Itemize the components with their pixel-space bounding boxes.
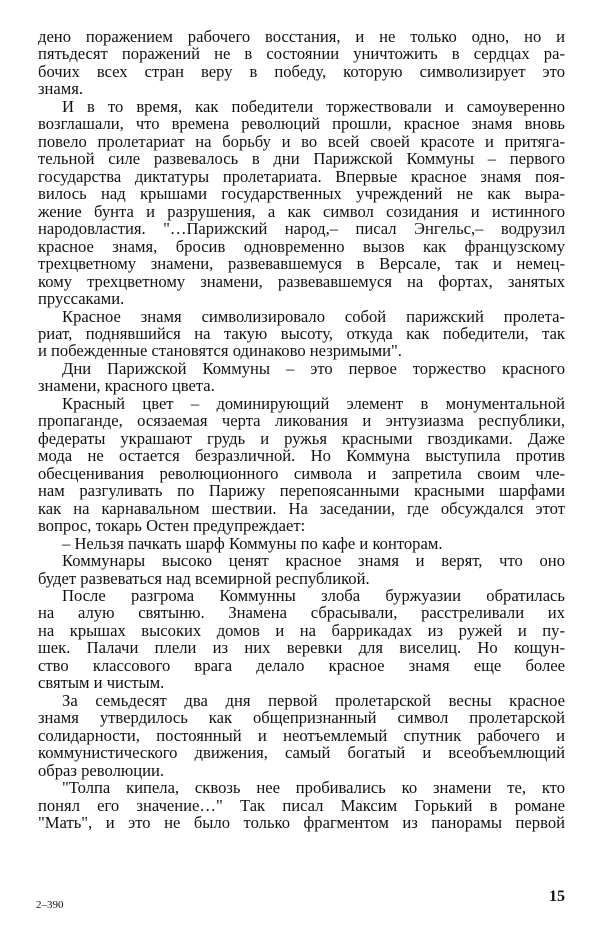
text-line: будет развеваться над всемирной республикой.	[38, 568, 370, 588]
text-line: вопрос, токарь Остен предупреждает:	[38, 516, 306, 536]
text-line: Коммунары высоко ценят красное знамя и верят, что оно	[62, 551, 565, 571]
printer-signature: 2–390	[36, 899, 64, 911]
text-line: бочих всех стран веру в победу, которую символизирует это	[38, 61, 565, 81]
text-line: нам разгуливать по Парижу перепоясанными красными шарфами	[38, 481, 565, 501]
text-line: повело пролетариат на борьбу и во всей своей красоте и притяга-	[38, 131, 565, 151]
text-line: государства диктатуры пролетариата. Впервые красное знамя поя-	[38, 166, 565, 186]
page-body-text	[38, 28, 565, 832]
text-line: вилось над крышами государственных учреждений не как выра-	[38, 184, 565, 204]
text-line: Красный цвет – доминирующий элемент в монументальной	[62, 393, 565, 413]
text-line: пруссаками.	[38, 289, 125, 309]
text-line: "Толпа кипела, сквозь нее пробивались ко знамени те, кто	[62, 778, 565, 798]
text-line: на крышах высоких домов и на баррикадах из ружей и пу-	[38, 620, 565, 640]
text-line: риат, поднявшийся на такую высоту, откуда как победители, так	[38, 323, 565, 343]
text-line: тельной силе развевалось в дни Парижской Коммуны – первого	[38, 149, 565, 169]
text-line: знамени, красного цвета.	[38, 376, 215, 396]
text-line: солидарности, постоянный и неотъемлемый спутник рабочего и	[38, 725, 565, 745]
text-line: пятьдесят поражений не в состоянии уничтожить в сердцах ра-	[38, 44, 565, 64]
text-line: жение бунта и разрушения, а как символ созидания и истинного	[38, 201, 565, 221]
text-line: Красное знамя символизировало собой парижский пролета-	[62, 306, 565, 326]
text-line: знамя.	[38, 79, 84, 99]
text-line: на алую святыню. Знамена сбрасывали, расстреливали их	[38, 603, 565, 623]
text-line: знамя утвердилось как общепризнанный символ пролетарской	[38, 708, 565, 728]
text-line: – Нельзя пачкать шарф Коммуны по кафе и конторам.	[62, 533, 443, 553]
text-line: понял его значение…" Так писал Максим Горький в романе	[38, 795, 565, 815]
text-line: пропаганде, осязаемая черта ликования и энтузиазма республики,	[38, 411, 565, 431]
text-line: как на карнавальном шествии. На заседании, где обсуждался этот	[38, 498, 565, 518]
text-line: образ революции.	[38, 760, 165, 780]
text-line: обесценивания революционного символа и запретила своим чле-	[38, 463, 565, 483]
text-line: После разгрома Коммунны злоба буржуазии обратилась	[62, 586, 565, 605]
text-line: возглашали, что времена революций прошли, красное знамя вновь	[38, 114, 565, 134]
text-line: За семьдесят два дня первой пролетарской весны красное	[62, 690, 565, 710]
text-line: шек. Палачи плели из них веревки для виселиц. Но кощун-	[38, 638, 565, 658]
text-line: и побежденные становятся одинаково незримыми".	[38, 341, 402, 361]
text-line: Дни Парижской Коммуны – это первое торжество красного	[62, 358, 565, 378]
page-number: 15	[549, 888, 565, 905]
text-line: красное знамя, бросив одновременно вызов как французскому	[38, 236, 565, 256]
text-line: кому трехцветному знамени, развевавшемуся на фортах, занятых	[38, 271, 565, 291]
text-line: "Мать", и это не было только фрагментом из панорамы первой	[38, 813, 565, 833]
text-line: святым и чистым.	[38, 673, 165, 693]
text-line: дено поражением рабочего восстания, и не только одно, но и	[38, 27, 565, 46]
text-line: ство классового врага делало красное знамя еще более	[38, 655, 565, 675]
text-line: мода не остается безразличной. Но Коммуна выступила против	[38, 446, 565, 466]
text-line: коммунистического движения, самый богатый и всеобъемлющий	[38, 743, 565, 763]
text-line: И в то время, как победители торжествовали и самоуверенно	[62, 96, 565, 116]
text-line: трехцветному знамени, развевавшемуся в Версале, так и немец-	[38, 254, 565, 274]
text-line: народовластия. "…Парижский народ,– писал Энгельс,– водрузил	[38, 219, 565, 239]
text-line: федераты украшают грудь и ружья красными гвоздиками. Даже	[38, 428, 565, 448]
